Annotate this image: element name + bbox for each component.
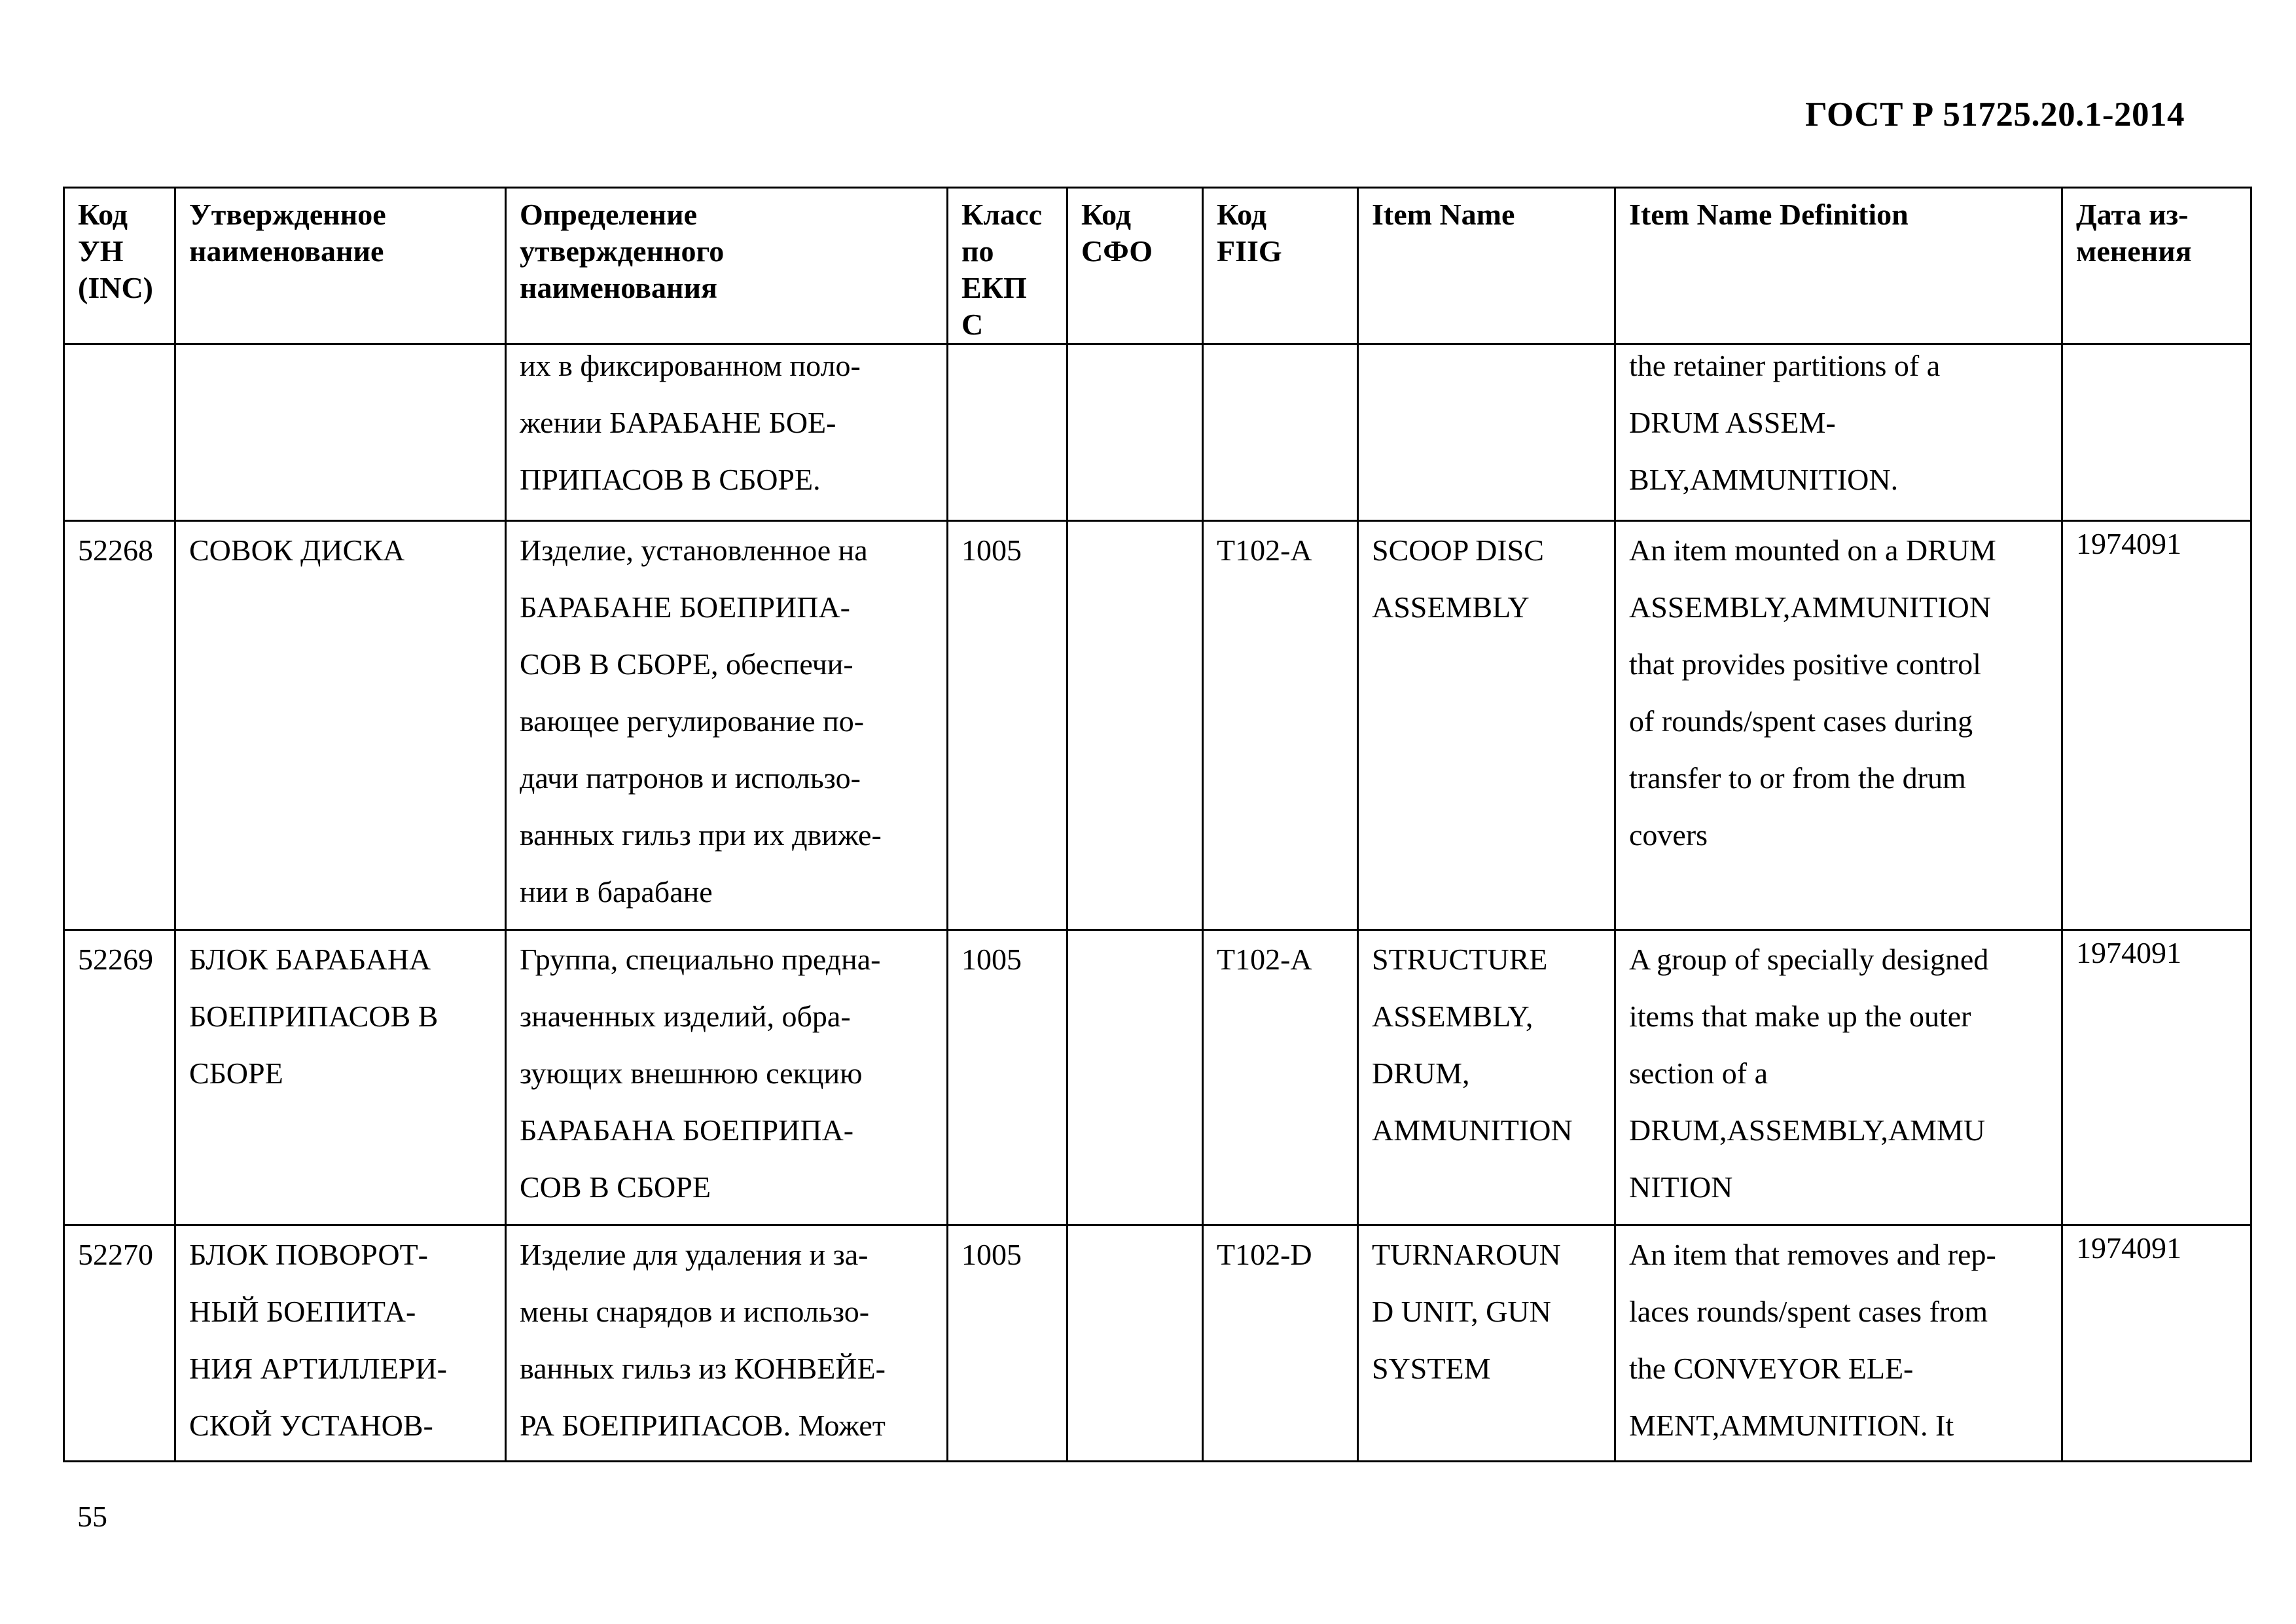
cell-name-ru [175, 344, 506, 521]
column-header-item-name-definition: Item Name Definition [1615, 188, 2062, 344]
column-header-change-date: Дата из- менения [2062, 188, 2251, 344]
cell-name-ru: СОВОК ДИСКА [175, 521, 506, 930]
column-header-item-name: Item Name [1358, 188, 1615, 344]
table-row [64, 1225, 2251, 1462]
cell-definition-ru: Группа, специально предна- значенных изделий, обра- зующих внешнюю секцию БАРАБАНА БОЕПРИПА- СОВ В СБОРЕ [506, 930, 948, 1225]
cell-class: 1005 [948, 930, 1067, 1225]
cell-definition-en: An item that removes and rep- laces rounds/spent cases from the CONVEYOR ELE- MENT,AMMUNITION. It [1615, 1225, 2062, 1462]
column-header-fiig-code: Код FIIG [1203, 188, 1358, 344]
cell-definition-ru: Изделие для удаления и за- мены снарядов и использо- ванных гильз из КОНВЕЙЕ- РА БОЕПРИПАСОВ. Может [506, 1225, 948, 1462]
table-row-continuation [64, 344, 2251, 521]
cell-class: 1005 [948, 1225, 1067, 1462]
cell-name-ru: БЛОК ПОВОРОТ- НЫЙ БОЕПИТА- НИЯ АРТИЛЛЕРИ- СКОЙ УСТАНОВ- [175, 1225, 506, 1462]
cell-inc: 52270 [64, 1225, 175, 1462]
cell-sfo [1067, 521, 1203, 930]
standard-designation: ГОСТ Р 51725.20.1-2014 [1805, 96, 2185, 134]
cell-inc [64, 344, 175, 521]
cell-fiig: T102-A [1203, 930, 1358, 1225]
cell-sfo [1067, 930, 1203, 1225]
cell-name-ru: БЛОК БАРАБАНА БОЕПРИПАСОВ В СБОРЕ [175, 930, 506, 1225]
cell-sfo [1067, 344, 1203, 521]
cell-item-name: TURNAROUN D UNIT, GUN SYSTEM [1358, 1225, 1615, 1462]
column-header-inc: Код УН (INC) [64, 188, 175, 344]
table-row [64, 930, 2251, 1225]
nomenclature-table [63, 187, 2252, 1462]
column-header-ekps-class: Класс по ЕКП С [948, 188, 1067, 344]
cell-item-name: SCOOP DISC ASSEMBLY [1358, 521, 1615, 930]
cell-definition-en: A group of specially designed items that make up the outer section of a DRUM,ASSEMBLY,AMMU NITION [1615, 930, 2062, 1225]
page-number: 55 [77, 1500, 107, 1533]
cell-definition-en: the retainer partitions of a DRUM ASSEM- BLY,AMMUNITION. [1615, 344, 2062, 521]
cell-inc: 52268 [64, 521, 175, 930]
cell-definition-en: An item mounted on a DRUM ASSEMBLY,AMMUNITION that provides positive control of rounds/spent cases during transfer to or from the drum covers [1615, 521, 2062, 930]
cell-date: 1974091 [2062, 1225, 2251, 1462]
cell-fiig: T102-D [1203, 1225, 1358, 1462]
cell-date: 1974091 [2062, 521, 2251, 930]
cell-fiig [1203, 344, 1358, 521]
table-row [64, 521, 2251, 930]
column-header-approved-name: Утвержденное наименование [175, 188, 506, 344]
cell-sfo [1067, 1225, 1203, 1462]
column-header-sfo-code: Код СФО [1067, 188, 1203, 344]
cell-date [2062, 344, 2251, 521]
cell-fiig: T102-A [1203, 521, 1358, 930]
cell-item-name: STRUCTURE ASSEMBLY, DRUM, AMMUNITION [1358, 930, 1615, 1225]
column-header-name-definition: Определение утвержденного наименования [506, 188, 948, 344]
cell-class [948, 344, 1067, 521]
cell-inc: 52269 [64, 930, 175, 1225]
cell-date: 1974091 [2062, 930, 2251, 1225]
cell-definition-ru: Изделие, установленное на БАРАБАНЕ БОЕПРИПА- СОВ В СБОРЕ, обеспечи- вающее регулирование по- дачи патронов и использо- ванных гильз при их движе- нии в барабане [506, 521, 948, 930]
cell-class: 1005 [948, 521, 1067, 930]
table-header-row [64, 188, 2251, 344]
cell-item-name [1358, 344, 1615, 521]
cell-definition-ru: их в фиксированном поло- жении БАРАБАНЕ БОЕ- ПРИПАСОВ В СБОРЕ. [506, 344, 948, 521]
